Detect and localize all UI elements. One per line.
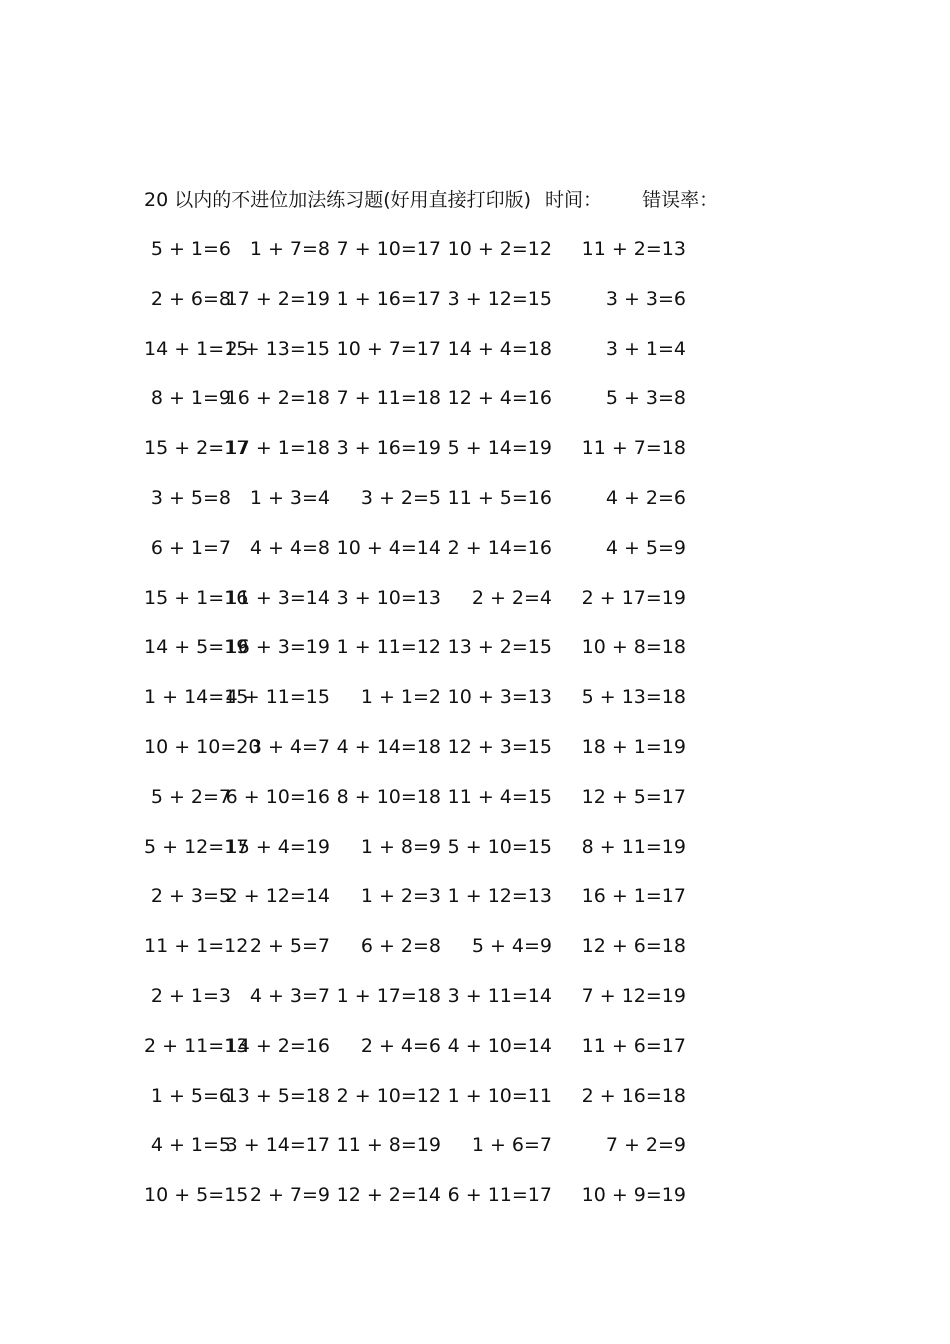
addition-problem: 5 + 14=19 [447, 437, 552, 460]
addition-problem: 16 + 3=19 [225, 636, 330, 659]
addition-problem: 11 + 5=16 [447, 486, 552, 509]
addition-problem: 3 + 5=8 [150, 486, 231, 509]
addition-problem: 2 + 13=15 [225, 337, 330, 360]
addition-problem: 10 + 3=13 [447, 686, 552, 709]
addition-problem: 5 + 4=9 [471, 935, 552, 958]
addition-problem: 2 + 3=5 [150, 885, 231, 908]
addition-problem: 2 + 5=7 [249, 935, 330, 958]
addition-problem: 4 + 11=15 [225, 686, 330, 709]
addition-problem: 15 + 2=17 [144, 437, 249, 460]
addition-problem: 6 + 1=7 [150, 536, 231, 559]
addition-problem: 12 + 4=16 [447, 387, 552, 410]
addition-problem: 1 + 5=6 [150, 1084, 231, 1107]
addition-problem: 1 + 11=12 [336, 636, 441, 659]
addition-problem: 10 + 2=12 [447, 238, 552, 260]
addition-problem: 1 + 8=9 [360, 835, 441, 858]
addition-problem: 5 + 13=18 [581, 686, 686, 709]
addition-problem: 3 + 3=6 [605, 287, 686, 310]
addition-problem: 8 + 1=9 [150, 387, 231, 410]
addition-problem: 2 + 17=19 [581, 586, 686, 609]
addition-problem: 12 + 6=18 [581, 935, 686, 958]
addition-problem: 2 + 1=3 [150, 984, 231, 1007]
addition-problem: 13 + 5=18 [225, 1084, 330, 1107]
addition-problem: 3 + 14=17 [225, 1134, 330, 1157]
addition-problem: 7 + 2=9 [605, 1134, 686, 1157]
addition-problem: 4 + 5=9 [605, 536, 686, 559]
addition-problem: 15 + 1=16 [144, 586, 249, 609]
addition-problem: 8 + 11=19 [581, 835, 686, 858]
addition-problem: 1 + 12=13 [447, 885, 552, 908]
addition-problem: 3 + 12=15 [447, 287, 552, 310]
time-label: 时间： [545, 189, 603, 211]
addition-problem: 10 + 9=19 [581, 1184, 686, 1207]
addition-problem: 2 + 2=4 [471, 586, 552, 609]
addition-problem: 4 + 10=14 [447, 1034, 552, 1057]
addition-problem: 2 + 14=16 [447, 536, 552, 559]
addition-problem: 3 + 4=7 [249, 735, 330, 758]
addition-problem: 15 + 4=19 [225, 835, 330, 858]
addition-problem: 12 + 5=17 [581, 785, 686, 808]
addition-problem: 5 + 12=17 [144, 835, 249, 858]
addition-problem: 2 + 10=12 [336, 1084, 441, 1107]
error-rate-label: 错误率： [642, 189, 719, 211]
addition-problem: 6 + 11=17 [447, 1184, 552, 1207]
addition-problem: 17 + 1=18 [225, 437, 330, 460]
addition-problem: 6 + 10=16 [225, 785, 330, 808]
addition-problem: 4 + 3=7 [249, 984, 330, 1007]
addition-problem: 18 + 1=19 [581, 735, 686, 758]
addition-problem: 11 + 6=17 [581, 1034, 686, 1057]
addition-problem: 1 + 16=17 [336, 287, 441, 310]
addition-problem: 11 + 7=18 [581, 437, 686, 460]
addition-problem: 10 + 5=15 [144, 1184, 249, 1207]
addition-problem: 11 + 3=14 [225, 586, 330, 609]
worksheet-header [144, 186, 718, 214]
worksheet-title: 20 以内的不进位加法练习题(好用直接打印版) [144, 189, 532, 211]
addition-problem: 8 + 10=18 [336, 785, 441, 808]
addition-problem: 5 + 10=15 [447, 835, 552, 858]
addition-problem: 10 + 10=20 [144, 735, 261, 758]
addition-problem: 11 + 2=13 [581, 238, 686, 260]
addition-problem: 1 + 6=7 [471, 1134, 552, 1157]
addition-problem: 10 + 4=14 [336, 536, 441, 559]
addition-problem: 11 + 1=12 [144, 935, 249, 958]
addition-problem: 4 + 14=18 [336, 735, 441, 758]
addition-problem: 1 + 2=3 [360, 885, 441, 908]
addition-problem: 3 + 1=4 [605, 337, 686, 360]
addition-problem: 2 + 4=6 [360, 1034, 441, 1057]
addition-problem: 3 + 16=19 [336, 437, 441, 460]
addition-problem: 5 + 2=7 [150, 785, 231, 808]
addition-problem: 3 + 11=14 [447, 984, 552, 1007]
addition-problem: 14 + 1=15 [144, 337, 249, 360]
addition-problem: 13 + 2=15 [447, 636, 552, 659]
addition-problem: 17 + 2=19 [225, 287, 330, 310]
addition-problem: 12 + 3=15 [447, 735, 552, 758]
addition-problem: 4 + 2=6 [605, 486, 686, 509]
addition-problem: 1 + 14=15 [144, 686, 249, 709]
addition-problem: 1 + 3=4 [249, 486, 330, 509]
addition-problem: 7 + 12=19 [581, 984, 686, 1007]
addition-problem: 4 + 1=5 [150, 1134, 231, 1157]
addition-problem: 1 + 17=18 [336, 984, 441, 1007]
addition-problem: 6 + 2=8 [360, 935, 441, 958]
addition-problem: 11 + 4=15 [447, 785, 552, 808]
addition-problem: 14 + 4=18 [447, 337, 552, 360]
addition-problem: 14 + 2=16 [225, 1034, 330, 1057]
addition-problem: 2 + 6=8 [150, 287, 231, 310]
addition-problem: 11 + 8=19 [336, 1134, 441, 1157]
addition-problem: 5 + 3=8 [605, 387, 686, 410]
addition-problem: 3 + 2=5 [360, 486, 441, 509]
addition-problem: 10 + 7=17 [336, 337, 441, 360]
addition-problem: 5 + 1=6 [150, 238, 231, 260]
addition-problem: 10 + 8=18 [581, 636, 686, 659]
addition-problem: 4 + 4=8 [249, 536, 330, 559]
addition-problem: 7 + 10=17 [336, 238, 441, 260]
addition-problem: 14 + 5=19 [144, 636, 249, 659]
addition-problem: 12 + 2=14 [336, 1184, 441, 1207]
addition-problem: 2 + 11=13 [144, 1034, 249, 1057]
addition-problem: 16 + 2=18 [225, 387, 330, 410]
addition-problem: 16 + 1=17 [581, 885, 686, 908]
addition-problem: 1 + 7=8 [249, 238, 330, 260]
addition-problem: 3 + 10=13 [336, 586, 441, 609]
addition-problem: 2 + 16=18 [581, 1084, 686, 1107]
addition-problem: 2 + 12=14 [225, 885, 330, 908]
addition-problem: 2 + 7=9 [249, 1184, 330, 1207]
addition-problem: 1 + 10=11 [447, 1084, 552, 1107]
addition-problem: 7 + 11=18 [336, 387, 441, 410]
addition-problem: 1 + 1=2 [360, 686, 441, 709]
